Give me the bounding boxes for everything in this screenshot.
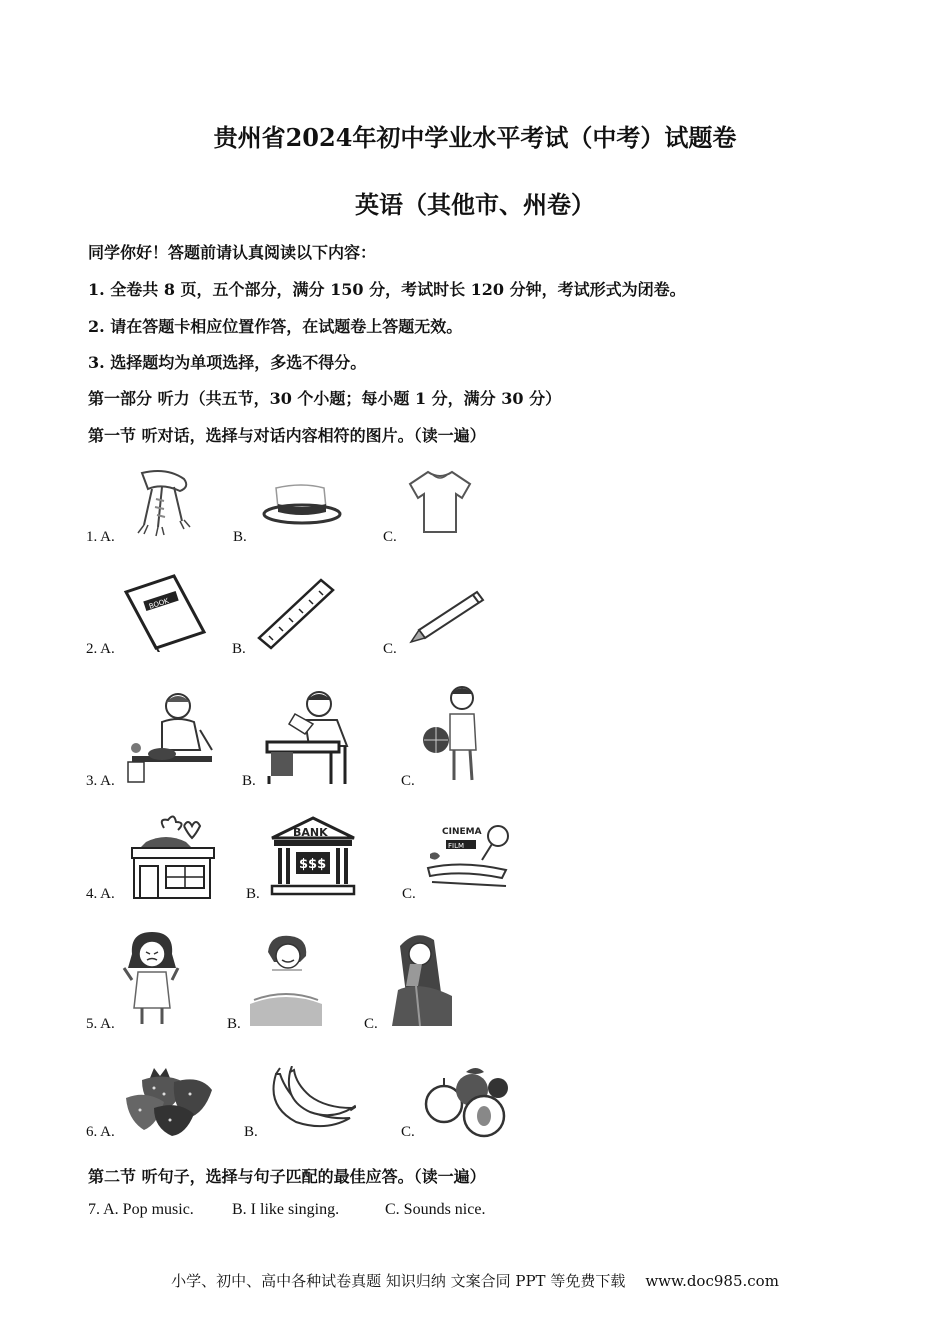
cinema-label: CINEMA — [442, 827, 482, 837]
q7-option-c: C. Sounds nice. — [385, 1201, 486, 1218]
q4-option-a-label: 4. A. — [86, 886, 115, 902]
bank-icon — [270, 816, 356, 896]
section2-heading: 第二节 听句子，选择与句子匹配的最佳应答。（读一遍） — [88, 1167, 486, 1186]
hat-icon — [262, 480, 342, 530]
page-footer — [0, 1270, 950, 1291]
q5-option-b-label: B. — [227, 1016, 241, 1032]
strawberries-icon — [124, 1064, 216, 1138]
basketball-boy-icon — [420, 684, 500, 786]
pencil-icon — [405, 586, 489, 646]
flower-shop-icon — [126, 812, 220, 900]
q5-option-c-label: C. — [364, 1016, 378, 1032]
q3-option-a-label: 3. A. — [86, 773, 115, 789]
sad-girl-icon — [246, 934, 324, 1028]
q2-option-a-label: 2. A. — [86, 641, 115, 657]
q2-option-b-label: B. — [232, 641, 246, 657]
crying-girl-icon — [386, 930, 458, 1028]
tshirt-icon — [404, 466, 476, 538]
q4-option-b-label: B. — [246, 886, 260, 902]
bank-label: BANK — [293, 826, 328, 839]
scarf-icon — [122, 465, 200, 543]
instruction-item: 2. 请在答题卡相应位置作答，在试题卷上答题无效。 — [88, 317, 463, 336]
q6-option-a-label: 6. A. — [86, 1124, 115, 1140]
q1-option-b-label: B. — [233, 529, 247, 545]
section1-heading: 第一节 听对话，选择与对话内容相符的图片。（读一遍） — [88, 426, 486, 445]
apples-icon — [422, 1064, 512, 1140]
instruction-item: 1. 全卷共 8 页，五个部分，满分 150 分，考试时长 120 分钟，考试形式为闭卷。 — [88, 280, 686, 299]
q7-option-b: B. I like singing. — [232, 1201, 340, 1218]
cooking-boy-icon — [122, 690, 218, 786]
angry-girl-icon — [118, 928, 184, 1028]
q3-option-b-label: B. — [242, 773, 256, 789]
cinema-icon — [422, 820, 512, 894]
q1-option-c-label: C. — [383, 529, 397, 545]
q2-option-c-label: C. — [383, 641, 397, 657]
bank-sign: $$$ — [299, 857, 327, 872]
q5-option-a-label: 5. A. — [86, 1016, 115, 1032]
instruction-item: 3. 选择题均为单项选择，多选不得分。 — [88, 353, 367, 372]
instructions-greeting: 同学你好！答题前请认真阅读以下内容： — [88, 243, 377, 262]
q6-option-b-label: B. — [244, 1124, 258, 1140]
book-label: BOOK — [148, 596, 170, 611]
exam-subtitle: 英语（其他市、州卷） — [355, 190, 595, 219]
q7-option-a: 7. A. Pop music. — [88, 1201, 194, 1218]
film-label: FILM — [448, 842, 465, 850]
exam-title: 贵州省2024年初中学业水平考试（中考）试题卷 — [213, 123, 737, 152]
part1-heading: 第一部分 听力（共五节，30 个小题；每小题 1 分，满分 30 分） — [88, 389, 562, 408]
q6-option-c-label: C. — [401, 1124, 415, 1140]
bananas-icon — [266, 1066, 356, 1136]
book-icon — [122, 572, 208, 652]
ruler-icon — [255, 576, 339, 652]
q3-option-c-label: C. — [401, 773, 415, 789]
footer-text: 小学、初中、高中各种试卷真题 知识归纳 文案合同 PPT 等免费下载 — [171, 1272, 626, 1290]
q4-option-c-label: C. — [402, 886, 416, 902]
reading-boy-icon — [265, 686, 355, 786]
q1-option-a-label: 1. A. — [86, 529, 115, 545]
footer-site-link[interactable]: www.doc985.com — [645, 1272, 779, 1290]
